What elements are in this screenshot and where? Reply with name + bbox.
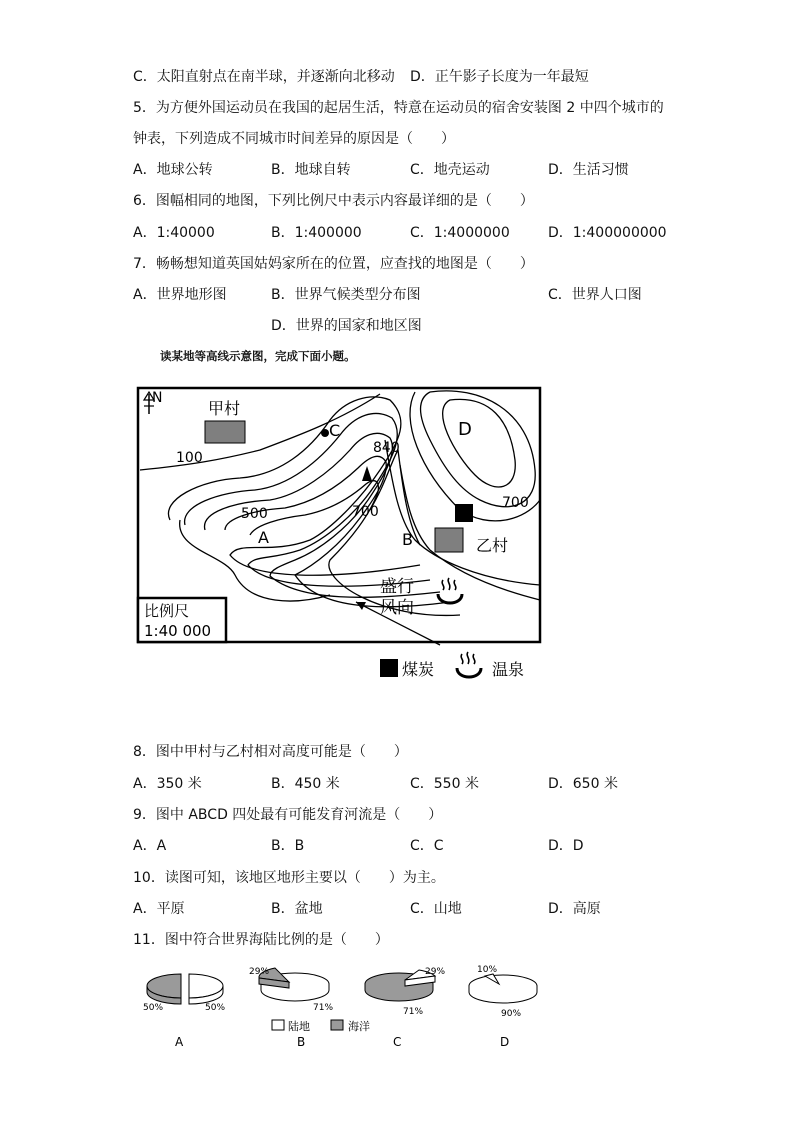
legend-land-swatch [272, 1020, 284, 1030]
q5-option-d: D．生活习惯 [548, 162, 629, 178]
point-c: C [329, 421, 341, 440]
land-ocean-pies [135, 960, 555, 1055]
legend-ocean-swatch [331, 1020, 343, 1030]
pie-a-label: A [175, 1035, 184, 1049]
q10-option-c: C．山地 [410, 901, 462, 917]
pie-d [469, 974, 537, 1003]
legend-spring-label: 温泉 [492, 660, 525, 679]
q8-option-d: D．650 米 [548, 776, 618, 792]
q6-option-b: B．1:400000 [271, 225, 362, 241]
scale-title: 比例尺 [144, 602, 190, 620]
q8-option-c: C．550 米 [410, 776, 479, 792]
village-jia-marker [205, 421, 245, 443]
legend-land-label: 陆地 [288, 1020, 310, 1033]
q5-option-a: A．地球公转 [133, 162, 213, 178]
q10-option-a: A．平原 [133, 901, 185, 917]
map-caption: 读某地等高线示意图，完成下面小题。 [160, 349, 356, 363]
q8-stem: 8．图中甲村与乙村相对高度可能是（ ） [133, 744, 408, 760]
q6-option-a: A．1:40000 [133, 225, 215, 241]
legend-ocean-label: 海洋 [348, 1020, 370, 1033]
q10-option-b: B．盆地 [271, 901, 323, 917]
q4-option-c: C．太阳直射点在南半球，并逐渐向北移动 [133, 69, 395, 85]
q10-option-d: D．高原 [548, 901, 601, 917]
village-jia-label: 甲村 [208, 399, 241, 418]
pie-b-top-pct: 29% [249, 967, 270, 977]
q7-option-c: C．世界人口图 [548, 287, 642, 303]
contour-label-100: 100 [176, 450, 203, 466]
q9-option-c: C．C [410, 838, 444, 854]
q6-option-d: D．1:400000000 [548, 225, 667, 241]
pie-d-top-pct: 10% [477, 965, 498, 975]
point-d: D [458, 419, 472, 440]
pie-d-bottom-pct: 90% [501, 1009, 522, 1019]
north-label: N [152, 390, 163, 406]
contour-label-700-a: 700 [352, 504, 379, 520]
point-a: A [258, 528, 269, 547]
pie-b-bottom-pct: 71% [313, 1003, 334, 1013]
q4-option-d: D．正午影子长度为一年最短 [410, 69, 589, 85]
legend-spring-icon [457, 652, 481, 677]
q9-option-b: B．B [271, 838, 305, 854]
q7-option-b: B．世界气候类型分布图 [271, 287, 421, 303]
contour-map [130, 380, 550, 680]
pie-c-top-pct: 29% [425, 967, 446, 977]
pie-a-left-pct: 50% [143, 1003, 164, 1013]
q8-option-b: B．450 米 [271, 776, 340, 792]
pie-c-bottom-pct: 71% [403, 1007, 424, 1017]
q7-option-a: A．世界地形图 [133, 287, 227, 303]
q10-stem: 10．读图可知，该地区地形主要以（ ）为主。 [133, 870, 445, 886]
legend-coal-label: 煤炭 [402, 660, 435, 679]
q5-option-c: C．地壳运动 [410, 162, 490, 178]
village-yi-label: 乙村 [476, 536, 509, 555]
q7-stem: 7．畅畅想知道英国姑妈家所在的位置，应查找的地图是（ ） [133, 256, 534, 272]
q9-option-d: D．D [548, 838, 584, 854]
q6-option-c: C．1:4000000 [410, 225, 510, 241]
q8-option-a: A．350 米 [133, 776, 202, 792]
coal-marker [455, 504, 473, 522]
wind-label-2: 风向 [380, 598, 414, 618]
q5-stem-1: 5．为方便外国运动员在我国的起居生活，特意在运动员的宿舍安装图 2 中四个城市的 [133, 100, 664, 116]
q5-option-b: B．地球自转 [271, 162, 351, 178]
q5-stem-2: 钟表，下列造成不同城市时间差异的原因是（ ） [133, 131, 455, 147]
pie-a [147, 974, 223, 1004]
pie-c-label: C [393, 1035, 402, 1049]
pie-b [259, 968, 329, 1001]
q9-option-a: A．A [133, 838, 167, 854]
q6-stem: 6．图幅相同的地图，下列比例尺中表示内容最详细的是（ ） [133, 193, 534, 209]
pie-a-right-pct: 50% [205, 1003, 226, 1013]
q11-stem: 11．图中符合世界海陆比例的是（ ） [133, 932, 389, 948]
point-b: B [402, 530, 413, 549]
point-c-dot [321, 429, 329, 437]
legend-coal-icon [380, 659, 398, 677]
peak-elevation: 840 [373, 440, 400, 456]
q9-stem: 9．图中 ABCD 四处最有可能发育河流是（ ） [133, 807, 443, 823]
pie-d-label: D [500, 1035, 510, 1049]
q7-option-d: D．世界的国家和地区图 [271, 318, 422, 334]
wind-label-1: 盛行 [380, 577, 414, 597]
pie-b-label: B [297, 1035, 306, 1049]
village-yi-marker [435, 528, 463, 552]
contour-label-500: 500 [241, 506, 268, 522]
contour-label-700-b: 700 [502, 495, 529, 511]
scale-value: 1:40 000 [144, 622, 212, 640]
